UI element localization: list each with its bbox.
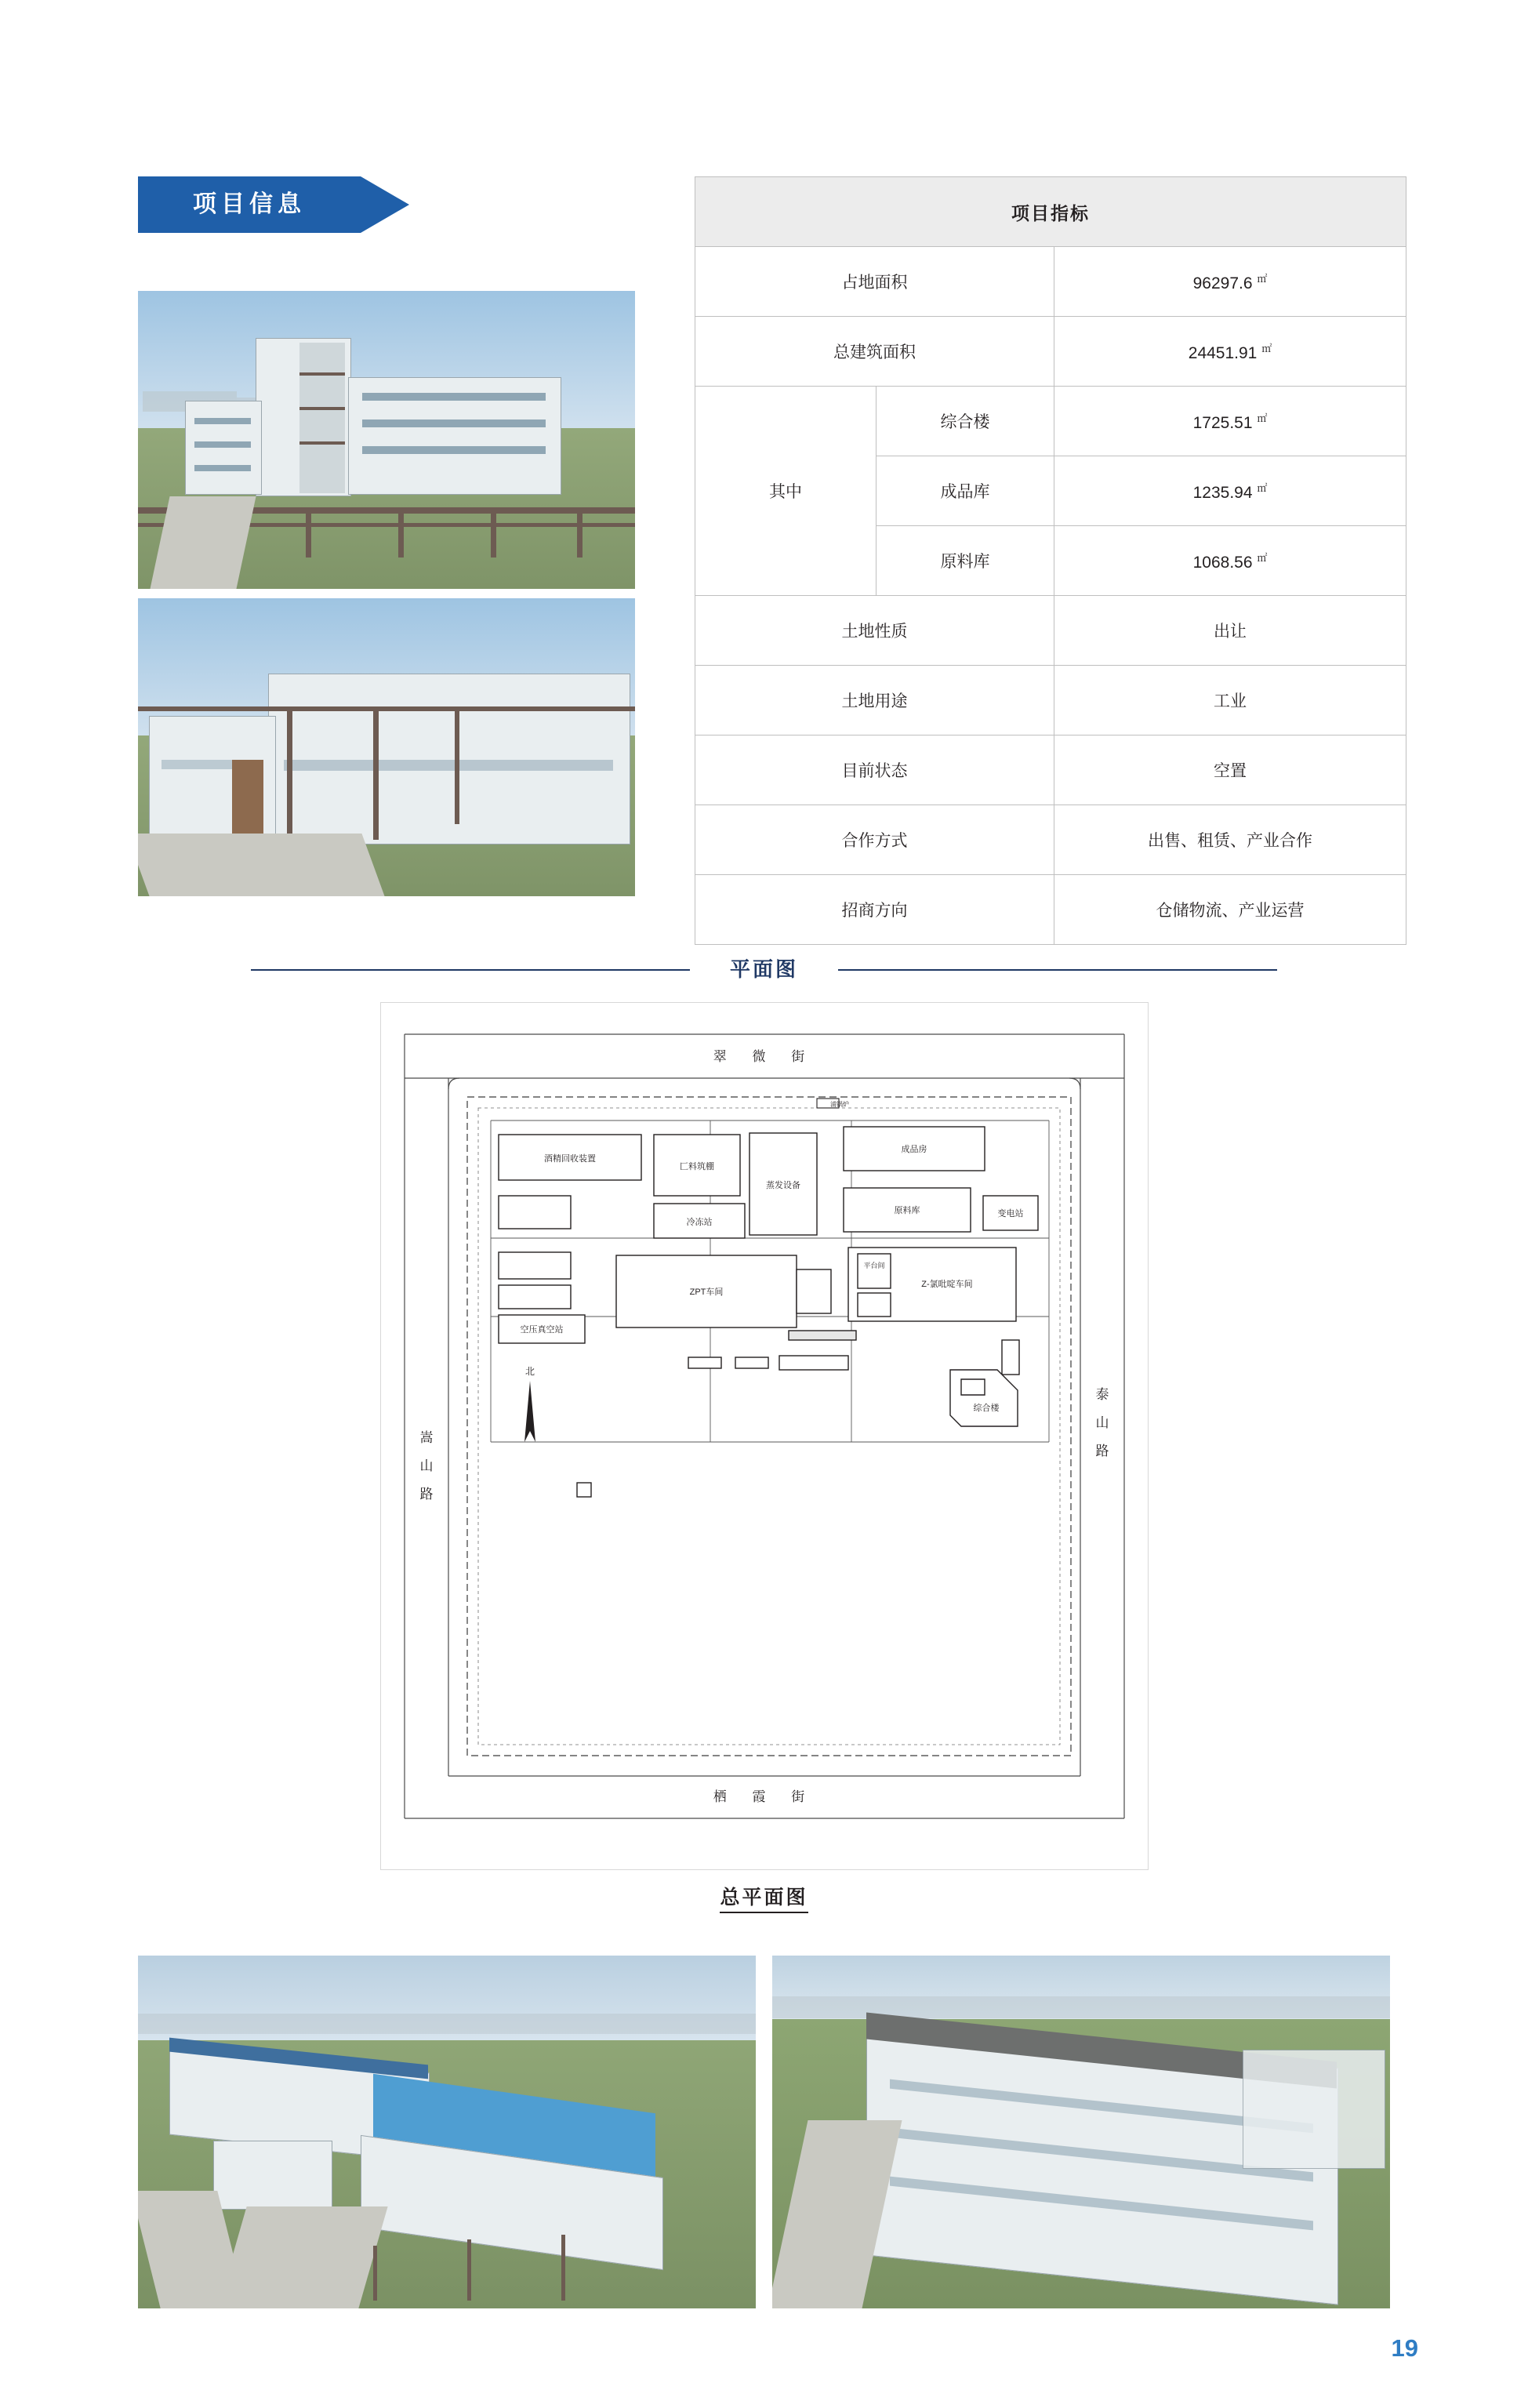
photo-pipe-rack bbox=[138, 706, 635, 711]
site-plan-caption bbox=[0, 1882, 1528, 1910]
plan-block-zpt-annex bbox=[797, 1269, 831, 1313]
plan-label-zpt-workshop: ZPT车间 bbox=[689, 1288, 724, 1297]
site-plan-caption-text: 总平面图 bbox=[720, 1887, 808, 1913]
photo-pipe-column bbox=[467, 2239, 471, 2301]
cell-sub-office-building: 综合楼 bbox=[877, 387, 1054, 456]
photo-road bbox=[138, 834, 385, 896]
cell-value-cooperation-mode: 出售、租赁、产业合作 bbox=[1054, 805, 1406, 875]
compass-label: 北 bbox=[524, 1366, 535, 1377]
photo-door bbox=[232, 760, 263, 834]
street-label-east: 泰山路 bbox=[1095, 1387, 1109, 1458]
cell-value-finished-goods-warehouse bbox=[1054, 456, 1406, 526]
photo-window-row bbox=[284, 760, 613, 771]
photo-window-row bbox=[362, 393, 546, 401]
cell-value-current-status: 空置 bbox=[1054, 735, 1406, 805]
street-label-north: 翠 微 街 bbox=[713, 1049, 816, 1064]
banner-arrow-icon bbox=[361, 176, 409, 233]
photo-window-row bbox=[362, 446, 546, 454]
plan-title-block bbox=[0, 953, 1528, 985]
photo-warehouse bbox=[138, 598, 635, 896]
photo-pipe-column bbox=[491, 507, 496, 558]
photo-pipe-column bbox=[306, 507, 311, 558]
photo-pipe-column bbox=[373, 2246, 377, 2301]
plan-block-hatch bbox=[789, 1331, 856, 1340]
plan-label-air-compressor: 空压真空站 bbox=[520, 1325, 564, 1335]
plan-block-platform bbox=[858, 1254, 891, 1288]
street-label-west: 嵩山路 bbox=[419, 1430, 434, 1502]
photo-pipe-column bbox=[398, 507, 404, 558]
plan-block-yard-b bbox=[735, 1357, 768, 1368]
plan-block-small-b bbox=[499, 1252, 571, 1279]
photo-office-building bbox=[138, 291, 635, 589]
plan-block-gate-house bbox=[1002, 1340, 1019, 1375]
cell-value-land-nature: 出让 bbox=[1054, 596, 1406, 666]
plan-label-comprehensive-building: 综合楼 bbox=[973, 1404, 1000, 1413]
cell-label-land-area: 占地面积 bbox=[695, 247, 1054, 317]
photo-stair-tower bbox=[299, 343, 345, 493]
table-header-row bbox=[695, 177, 1406, 247]
cell-value-land-area bbox=[1054, 247, 1406, 317]
project-indicator-table bbox=[695, 176, 1406, 945]
photo-pipe-column bbox=[455, 706, 459, 824]
photo-warehouse-body bbox=[268, 674, 630, 844]
unit-text: ㎡ bbox=[1257, 481, 1268, 494]
plan-label-raw-material: 原料库 bbox=[894, 1206, 920, 1215]
cell-value-land-use: 工业 bbox=[1054, 666, 1406, 735]
value-text: 24451.91 bbox=[1188, 343, 1258, 362]
cell-label-cooperation-mode: 合作方式 bbox=[695, 805, 1054, 875]
photo-building-left bbox=[185, 401, 262, 495]
cell-label-current-status: 目前状态 bbox=[695, 735, 1054, 805]
plan-block-yard-c bbox=[779, 1356, 848, 1370]
unit-text: ㎡ bbox=[1257, 272, 1268, 285]
plan-label-evaporator: 蒸发设备 bbox=[766, 1181, 800, 1190]
table-row bbox=[695, 596, 1406, 666]
photo-skyline bbox=[138, 2014, 756, 2034]
unit-text: ㎡ bbox=[1257, 551, 1268, 564]
photo-aerial-blue-roof bbox=[138, 1956, 756, 2308]
cell-group-label-of-which: 其中 bbox=[695, 387, 877, 596]
cell-value-total-floor-area bbox=[1054, 317, 1406, 387]
site-plan-drawing bbox=[380, 1002, 1149, 1870]
photo-window-row bbox=[194, 441, 251, 448]
photo-pipe-column bbox=[373, 706, 379, 840]
table-row bbox=[695, 875, 1406, 945]
value-text: 1725.51 bbox=[1192, 413, 1253, 432]
plan-block-small-a bbox=[499, 1196, 571, 1229]
plan-block-marker bbox=[577, 1483, 591, 1497]
photo-stair-rail bbox=[299, 407, 345, 410]
plan-label-substation: 变电站 bbox=[997, 1209, 1024, 1219]
table-row bbox=[695, 247, 1406, 317]
plan-label-gate: 浦锅炉 bbox=[830, 1101, 849, 1108]
photo-stair-rail bbox=[299, 441, 345, 445]
cell-label-land-nature: 土地性质 bbox=[695, 596, 1054, 666]
photo-window-row bbox=[362, 419, 546, 427]
title-rule-right bbox=[838, 969, 1277, 971]
value-text: 1235.94 bbox=[1192, 483, 1253, 502]
unit-text: ㎡ bbox=[1261, 342, 1272, 354]
page-number: 19 bbox=[1391, 2334, 1418, 2362]
cell-sub-finished-goods-warehouse: 成品库 bbox=[877, 456, 1054, 526]
cell-value-raw-material-warehouse bbox=[1054, 526, 1406, 596]
plan-title: 平面图 bbox=[710, 953, 818, 982]
plan-block-platform-2 bbox=[858, 1293, 891, 1317]
street-label-south: 栖 霞 街 bbox=[713, 1789, 816, 1804]
title-rule-left bbox=[251, 969, 690, 971]
photo-building-near bbox=[213, 2141, 332, 2210]
cell-sub-raw-material-warehouse: 原料库 bbox=[877, 526, 1054, 596]
section-title: 项目信息 bbox=[193, 191, 306, 217]
photo-stair-rail bbox=[299, 372, 345, 376]
photo-window-row bbox=[194, 465, 251, 471]
photo-pipe-column bbox=[577, 507, 583, 558]
plan-label-refrigeration: 冷冻站 bbox=[686, 1218, 713, 1227]
plan-block-yard-a bbox=[688, 1357, 721, 1368]
cell-label-investment-direction: 招商方向 bbox=[695, 875, 1054, 945]
plan-label-finished-goods: 成品房 bbox=[901, 1145, 927, 1154]
table-row bbox=[695, 387, 1406, 456]
table-row bbox=[695, 805, 1406, 875]
cell-label-land-use: 土地用途 bbox=[695, 666, 1054, 735]
table-title: 项目指标 bbox=[695, 177, 1406, 247]
photo-window-row bbox=[194, 418, 251, 424]
plan-label-material-shed: 匚料筑棚 bbox=[680, 1162, 714, 1171]
cell-value-investment-direction: 仓储物流、产业运营 bbox=[1054, 875, 1406, 945]
photo-building-far-right bbox=[1243, 2050, 1385, 2169]
plan-block-small-c bbox=[499, 1285, 571, 1309]
value-text: 96297.6 bbox=[1192, 274, 1253, 292]
plan-label-alcohol-recovery: 酒精回收装置 bbox=[544, 1154, 596, 1164]
value-text: 1068.56 bbox=[1192, 553, 1253, 572]
unit-text: ㎡ bbox=[1257, 412, 1268, 424]
cell-label-total-floor-area: 总建筑面积 bbox=[695, 317, 1054, 387]
table-row bbox=[695, 317, 1406, 387]
table-row bbox=[695, 666, 1406, 735]
table-row bbox=[695, 735, 1406, 805]
photo-pipe-column bbox=[561, 2235, 565, 2301]
cell-value-office-building bbox=[1054, 387, 1406, 456]
photo-aerial-multistorey bbox=[772, 1956, 1390, 2308]
photo-skyline bbox=[772, 1996, 1390, 2018]
plan-label-z-workshop: Z-氯吡啶车间 bbox=[921, 1280, 973, 1289]
plan-label-platform: 平台间 bbox=[863, 1262, 885, 1269]
section-banner bbox=[138, 176, 412, 233]
